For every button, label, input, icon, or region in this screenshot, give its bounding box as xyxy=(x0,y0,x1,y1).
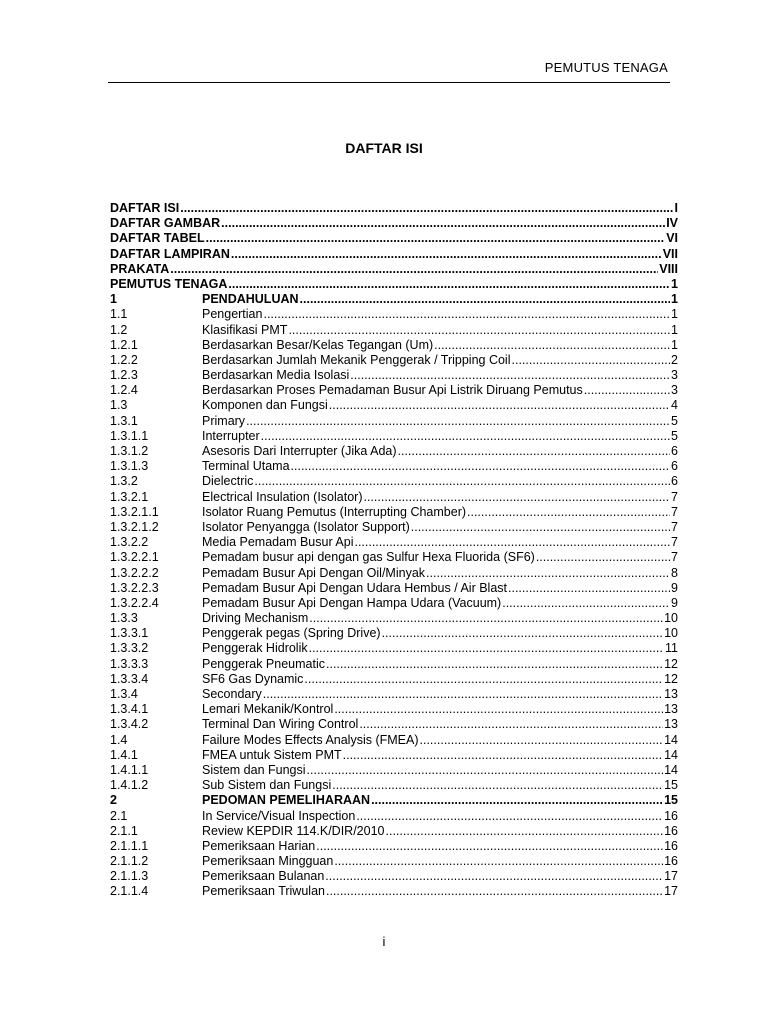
toc-entry[interactable] xyxy=(110,702,678,717)
toc-entry-title: Dielectric xyxy=(202,474,254,489)
toc-entry[interactable] xyxy=(110,201,678,216)
toc-dot-leader xyxy=(359,717,663,732)
toc-entry-page: 7 xyxy=(671,504,678,519)
toc-entry[interactable] xyxy=(110,672,678,687)
toc-entry-page: 6 xyxy=(671,459,678,474)
toc-entry-page: 7 xyxy=(671,550,678,565)
toc-entry-page: 16 xyxy=(664,808,678,823)
toc-dot-leader xyxy=(309,611,663,626)
toc-entry-page: 3 xyxy=(671,383,678,398)
toc-entry-page: 9 xyxy=(671,595,678,610)
toc-entry-page: 10 xyxy=(664,611,678,626)
toc-entry-title: Pemeriksaan Harian xyxy=(202,838,316,853)
toc-entry-number: 1.4.1 xyxy=(110,747,138,762)
toc-entry-number: 1.3.3.3 xyxy=(110,656,149,671)
toc-entry-title: Media Pemadam Busur Api xyxy=(202,535,354,550)
toc-dot-leader xyxy=(371,793,663,808)
toc-entry-page: I xyxy=(674,201,678,215)
toc-entry-page: 14 xyxy=(664,732,678,747)
toc-entry[interactable] xyxy=(110,869,678,884)
toc-entry-page: 17 xyxy=(664,869,678,884)
page-number: i xyxy=(382,934,386,949)
toc-entry-page: 17 xyxy=(664,884,678,899)
toc-entry-title: FMEA untuk Sistem PMT xyxy=(202,747,342,762)
toc-entry-title: SF6 Gas Dynamic xyxy=(202,671,304,686)
toc-entry-page: VI xyxy=(666,231,678,246)
toc-entry-number: 1.2.3 xyxy=(110,368,138,383)
toc-dot-leader xyxy=(512,353,671,368)
page-title: DAFTAR ISI xyxy=(345,140,423,156)
toc-entry-page: 1 xyxy=(671,337,678,352)
toc-entry-number: 1.3 xyxy=(110,398,128,413)
toc-dot-leader xyxy=(334,702,663,717)
toc-entry-number: 1 xyxy=(110,292,117,307)
toc-entry-number: 1.3.2 xyxy=(110,474,138,489)
toc-entry-number: 1.2.2 xyxy=(110,352,138,367)
toc-entry-title: Pengertian xyxy=(202,307,263,322)
toc-entry-number: 1.3.3 xyxy=(110,611,138,626)
toc-dot-leader xyxy=(354,535,670,550)
toc-entry[interactable] xyxy=(110,398,678,413)
toc-dot-leader xyxy=(246,414,670,429)
toc-entry[interactable] xyxy=(110,353,678,368)
toc-entry-number: 1.2 xyxy=(110,322,128,337)
toc-entry-title: Pemeriksaan Mingguan xyxy=(202,854,334,869)
toc-entry[interactable] xyxy=(110,641,678,656)
toc-entry[interactable] xyxy=(110,216,678,231)
toc-entry-number: 1.3.4 xyxy=(110,687,138,701)
toc-entry-page: 16 xyxy=(664,823,678,838)
toc-entry-title: Pemadam busur api dengan gas Sulfur Hexa Fluorida (SF6) xyxy=(202,550,535,565)
toc-entry[interactable] xyxy=(110,368,678,383)
toc-dot-leader xyxy=(420,733,664,748)
toc-entry[interactable] xyxy=(110,596,678,611)
toc-dot-leader xyxy=(332,778,663,793)
toc-entry-number: 2.1.1.2 xyxy=(110,854,149,869)
toc-entry-page: 16 xyxy=(664,838,678,853)
toc-dot-leader xyxy=(254,474,670,489)
toc-dot-leader xyxy=(334,854,663,869)
toc-entry[interactable] xyxy=(110,626,678,641)
page-header xyxy=(108,58,670,83)
toc-entry-title: Berdasarkan Besar/Kelas Tegangan (Um) xyxy=(202,337,434,352)
toc-entry-number: 2.1 xyxy=(110,808,128,823)
toc-entry[interactable] xyxy=(110,854,678,869)
toc-dot-leader xyxy=(426,566,670,581)
toc-entry[interactable] xyxy=(110,383,678,398)
toc-entry[interactable] xyxy=(110,687,678,702)
toc-entry-title: Failure Modes Effects Analysis (FMEA) xyxy=(202,732,419,747)
toc-entry[interactable] xyxy=(110,323,678,338)
toc-dot-leader xyxy=(180,201,673,216)
toc-entry-title: Berdasarkan Jumlah Mekanik Penggerak / Tripping Coil xyxy=(202,352,511,367)
toc-entry-title: Lemari Mekanik/Kontrol xyxy=(202,702,334,717)
toc-entry[interactable] xyxy=(110,778,678,793)
toc-entry-page: 13 xyxy=(664,687,678,701)
toc-entry-number: 1.3.2.1.1 xyxy=(110,504,159,519)
toc-entry-title: Pemeriksaan Triwulan xyxy=(202,884,325,899)
toc-entry[interactable] xyxy=(110,505,678,520)
toc-entry-title: In Service/Visual Inspection xyxy=(202,808,356,823)
toc-entry[interactable] xyxy=(110,733,678,748)
toc-dot-leader xyxy=(263,307,670,322)
toc-entry-page: 3 xyxy=(671,368,678,383)
toc-entry-page: 11 xyxy=(665,641,678,656)
toc-dot-leader xyxy=(502,596,670,611)
toc-entry[interactable] xyxy=(110,809,678,824)
toc-entry[interactable] xyxy=(110,748,678,763)
toc-dot-leader xyxy=(536,550,670,565)
toc-entry-title: Secondary xyxy=(202,687,262,701)
toc-entry-title: Isolator Penyangga (Isolator Support) xyxy=(202,519,410,534)
toc-entry-number: 1.3.2.2 xyxy=(110,535,149,550)
toc-entry-title: Pemadam Busur Api Dengan Oil/Minyak xyxy=(202,565,426,580)
toc-entry-number: 2.1.1.3 xyxy=(110,869,149,884)
toc-entry-number: 2.1.1.4 xyxy=(110,884,149,899)
toc-entry-page: 13 xyxy=(664,702,678,717)
toc-entry-page: 5 xyxy=(671,428,678,443)
toc-entry-title: Interrupter xyxy=(202,428,260,443)
toc-dot-leader xyxy=(221,216,665,231)
toc-entry-number: 1.3.2.1.2 xyxy=(110,519,159,534)
toc-entry[interactable] xyxy=(110,414,678,429)
toc-entry-title: DAFTAR ISI xyxy=(110,201,180,215)
toc-entry-number: 1.3.2.2.1 xyxy=(110,550,159,565)
toc-entry-page: 9 xyxy=(671,580,678,595)
toc-entry-number: 2 xyxy=(110,793,117,808)
toc-entry-number: 1.3.1.3 xyxy=(110,459,149,474)
toc-dot-leader xyxy=(309,641,664,656)
toc-entry[interactable] xyxy=(110,550,678,565)
toc-entry-number: 1.3.2.2.3 xyxy=(110,580,159,595)
toc-entry-title: PENDAHULUAN xyxy=(202,292,299,307)
toc-entry-title: DAFTAR TABEL xyxy=(110,231,205,246)
toc-entry-title: Primary xyxy=(202,413,246,428)
toc-dot-leader xyxy=(307,763,664,778)
toc-entry-number: 1.3.1 xyxy=(110,413,138,428)
toc-dot-leader xyxy=(584,383,670,398)
toc-entry[interactable] xyxy=(110,429,678,444)
toc-entry-title: Komponen dan Fungsi xyxy=(202,398,328,413)
toc-dot-leader xyxy=(326,657,663,672)
toc-entry-number: 1.3.3.2 xyxy=(110,641,149,656)
toc-entry-page: 6 xyxy=(671,474,678,489)
toc-entry-page: 8 xyxy=(671,565,678,580)
toc-entry-page: 12 xyxy=(664,671,678,686)
toc-entry[interactable] xyxy=(110,717,678,732)
toc-dot-leader xyxy=(326,884,663,899)
toc-entry-title: Berdasarkan Proses Pemadaman Busur Api Listrik Diruang Pemutus xyxy=(202,383,583,398)
toc-entry-title: Pemadam Busur Api Dengan Hampa Udara (Vacuum) xyxy=(202,595,502,610)
toc-dot-leader xyxy=(316,839,663,854)
toc-dot-leader xyxy=(300,292,671,307)
toc-entry-page: 7 xyxy=(671,489,678,504)
toc-entry-title: Penggerak Pneumatic xyxy=(202,656,325,671)
toc-entry[interactable] xyxy=(110,839,678,854)
header-title: PEMUTUS TENAGA xyxy=(544,60,668,75)
toc-entry-page: 14 xyxy=(664,762,678,777)
toc-entry[interactable] xyxy=(110,459,678,474)
toc-entry-page: 5 xyxy=(671,413,678,428)
toc-entry-title: Driving Mechanism xyxy=(202,611,309,626)
toc-dot-leader xyxy=(288,323,670,338)
toc-dot-leader xyxy=(231,247,662,262)
toc-entry-number: 1.3.1.2 xyxy=(110,444,149,458)
toc-entry-title: Asesoris Dari Interrupter (Jika Ada) xyxy=(202,444,397,458)
toc-entry[interactable] xyxy=(110,824,678,839)
toc-entry[interactable] xyxy=(110,884,678,899)
toc-dot-leader xyxy=(304,672,663,687)
toc-entry-title: Review KEPDIR 114.K/DIR/2010 xyxy=(202,823,385,838)
toc-entry-number: 1.3.3.1 xyxy=(110,626,149,641)
toc-entry-number: 1.1 xyxy=(110,307,128,322)
toc-entry[interactable] xyxy=(110,307,678,322)
toc-dot-leader xyxy=(291,459,671,474)
toc-entry[interactable] xyxy=(110,292,678,307)
toc-dot-leader xyxy=(350,368,670,383)
toc-dot-leader xyxy=(206,231,666,246)
toc-entry-number: 1.2.4 xyxy=(110,383,138,398)
toc-entry[interactable] xyxy=(110,444,678,459)
toc-entry-page: VII xyxy=(662,246,678,261)
toc-dot-leader xyxy=(325,869,663,884)
toc-entry-title: Terminal Utama xyxy=(202,459,290,474)
toc-dot-leader xyxy=(467,505,670,520)
toc-entry[interactable] xyxy=(110,262,678,277)
toc-entry-page: 4 xyxy=(671,398,678,413)
toc-entry[interactable] xyxy=(110,474,678,489)
toc-entry-title: Klasifikasi PMT xyxy=(202,322,288,337)
toc-entry-page: 1 xyxy=(671,322,678,337)
toc-entry-number: 1.3.2.2.2 xyxy=(110,565,159,580)
toc-entry-title: Penggerak Hidrolik xyxy=(202,641,308,656)
toc-entry[interactable] xyxy=(110,611,678,626)
toc-dot-leader xyxy=(329,398,670,413)
toc-dot-leader xyxy=(363,490,670,505)
toc-entry-title: PEDOMAN PEMELIHARAAN xyxy=(202,793,371,808)
toc-entry-title: Pemadam Busur Api Dengan Udara Hembus / Air Blast xyxy=(202,580,508,595)
toc-entry-title: DAFTAR GAMBAR xyxy=(110,216,221,231)
toc-entry-page: 10 xyxy=(664,626,678,641)
toc-entry-page: 7 xyxy=(671,535,678,550)
toc-entry[interactable] xyxy=(110,535,678,550)
toc-entry[interactable] xyxy=(110,793,678,808)
toc-entry-page: 15 xyxy=(664,793,678,808)
table-of-contents xyxy=(110,201,678,900)
toc-dot-leader xyxy=(382,626,664,641)
toc-entry-page: 7 xyxy=(671,519,678,534)
toc-entry-title: Sistem dan Fungsi xyxy=(202,762,306,777)
toc-dot-leader xyxy=(263,687,663,702)
toc-dot-leader xyxy=(508,581,670,596)
toc-entry-number: 1.4.1.2 xyxy=(110,778,149,793)
toc-entry-page: 1 xyxy=(671,307,678,322)
toc-entry-number: 1.2.1 xyxy=(110,337,138,352)
toc-entry-title: Pemeriksaan Bulanan xyxy=(202,869,325,884)
toc-entry[interactable] xyxy=(110,581,678,596)
toc-entry-page: 15 xyxy=(664,778,678,793)
toc-dot-leader xyxy=(411,520,670,535)
toc-entry-page: 16 xyxy=(664,854,678,869)
toc-dot-leader xyxy=(228,277,670,292)
toc-entry-number: 2.1.1 xyxy=(110,823,138,838)
toc-entry-page: 12 xyxy=(664,656,678,671)
toc-entry[interactable] xyxy=(110,490,678,505)
toc-entry-number: 1.4.1.1 xyxy=(110,762,149,777)
toc-entry[interactable] xyxy=(110,247,678,262)
toc-entry-number: 1.3.4.1 xyxy=(110,702,149,717)
toc-entry[interactable] xyxy=(110,277,678,292)
toc-dot-leader xyxy=(261,429,670,444)
toc-entry-number: 2.1.1.1 xyxy=(110,838,149,853)
toc-entry-number: 1.3.2.1 xyxy=(110,489,149,504)
toc-entry-title: PRAKATA xyxy=(110,261,170,276)
toc-entry-title: Electrical Insulation (Isolator) xyxy=(202,489,363,504)
toc-entry[interactable] xyxy=(110,231,678,246)
toc-dot-leader xyxy=(434,338,670,353)
toc-entry-page: IV xyxy=(666,216,678,231)
toc-entry[interactable] xyxy=(110,763,678,778)
toc-entry-page: 2 xyxy=(671,352,678,367)
toc-entry-title: Terminal Dan Wiring Control xyxy=(202,717,359,732)
toc-dot-leader xyxy=(170,262,658,277)
toc-entry-number: 1.3.4.2 xyxy=(110,717,149,732)
toc-entry-page: 13 xyxy=(664,717,678,732)
toc-entry-title: Berdasarkan Media Isolasi xyxy=(202,368,350,383)
toc-dot-leader xyxy=(356,809,663,824)
toc-dot-leader xyxy=(343,748,663,763)
toc-entry-title: Penggerak pegas (Spring Drive) xyxy=(202,626,381,641)
toc-dot-leader xyxy=(398,444,671,459)
toc-entry-page: 1 xyxy=(671,292,678,307)
toc-entry[interactable] xyxy=(110,657,678,672)
toc-entry-number: 1.3.2.2.4 xyxy=(110,595,159,610)
toc-entry-number: 1.3.3.4 xyxy=(110,671,149,686)
toc-entry-number: 1.4 xyxy=(110,732,128,747)
toc-entry-page: 14 xyxy=(664,747,678,762)
toc-entry-page: VIII xyxy=(659,261,678,276)
toc-entry-title: PEMUTUS TENAGA xyxy=(110,276,228,291)
toc-dot-leader xyxy=(386,824,664,839)
toc-entry-number: 1.3.1.1 xyxy=(110,428,149,443)
toc-entry-page: 6 xyxy=(671,444,678,458)
toc-entry[interactable] xyxy=(110,338,678,353)
toc-entry-title: Isolator Ruang Pemutus (Interrupting Chamber) xyxy=(202,504,467,519)
toc-entry-page: 1 xyxy=(671,276,678,291)
toc-entry-title: Sub Sistem dan Fungsi xyxy=(202,778,332,793)
toc-entry[interactable] xyxy=(110,566,678,581)
toc-entry[interactable] xyxy=(110,520,678,535)
toc-entry-title: DAFTAR LAMPIRAN xyxy=(110,246,230,261)
